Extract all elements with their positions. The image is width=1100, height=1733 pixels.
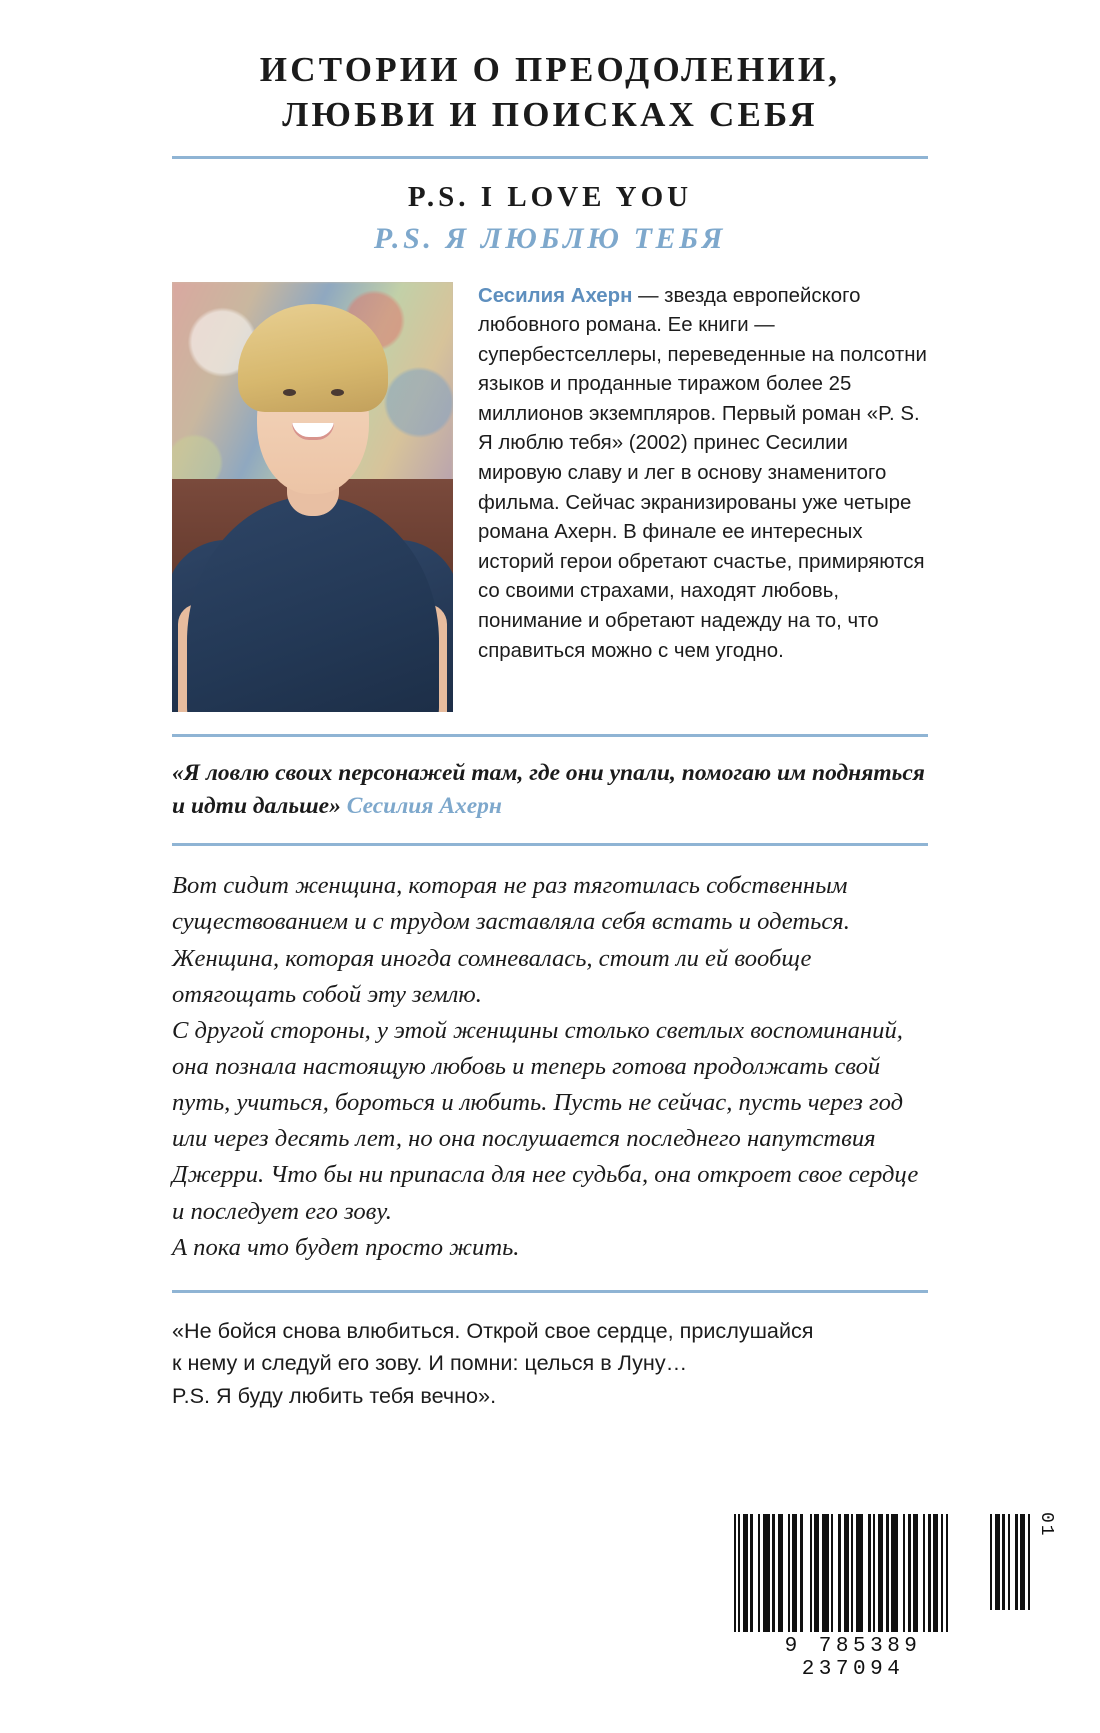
divider-after-excerpt: [172, 1290, 928, 1293]
title-english: P.S. I LOVE YOU: [407, 180, 693, 213]
barcode-addon: [990, 1512, 1056, 1610]
author-bio-text: — звезда европейского любовного романа. Ее книги — супербестселлеры, переведенные на полсотни языков и проданные тиражом более 25 миллионов экземпляров. Первый роман «P. S. Я люблю тебя» (2002) принес Сесилии мировую славу и лег в основу знаменитого фильма. Сейчас экранизированы уже четыре романа Ахерн. В финале ее интересных историй герои обретают счастье, примиряются со своими страхами, находят любовь, понимание и обретают надежду на то, что справиться можно с чем угодно.: [478, 284, 927, 662]
author-photo: [172, 282, 453, 712]
barcode-bars: [734, 1514, 972, 1632]
page-title: [0, 48, 1100, 138]
quote-attribution: Сесилия Ахерн: [346, 792, 502, 819]
author-bio: [453, 282, 928, 667]
closing-line: P.S. Я буду любить тебя вечно».: [172, 1382, 497, 1408]
closing-quote: [172, 1315, 928, 1412]
barcode-digits: 9 785389 237094: [784, 1635, 922, 1681]
author-quote: [172, 757, 928, 824]
barcode-addon-digits: 01: [1036, 1512, 1056, 1538]
barcode-area: [734, 1512, 1056, 1681]
author-section: [172, 282, 928, 712]
title-russian: P.S. Я ЛЮБЛЮ ТЕБЯ: [373, 221, 727, 255]
excerpt-paragraph: С другой стороны, у этой женщины столько светлых воспоминаний, она познала настоящую любовь и теперь готова продолжать свой путь, учиться, бороться и любить. Пусть не сейчас, пусть через год или через десять лет, но она послушается последнего напутствия Джерри. Что бы ни припасла для нее судьба, она откроет свое сердце и последует его зову.: [172, 1016, 919, 1225]
headline-line-1: ИСТОРИИ О ПРЕОДОЛЕНИИ,: [259, 50, 841, 89]
book-excerpt: [172, 868, 928, 1266]
quote-text: «Я ловлю своих персонажей там, где они упали, помогаю им подняться и идти дальше»: [172, 759, 925, 819]
barcode-addon-bars: [990, 1514, 1030, 1610]
photo-eye-left: [283, 389, 296, 396]
divider-after-quote: [172, 843, 928, 846]
excerpt-paragraph: А пока что будет просто жить.: [172, 1233, 520, 1261]
closing-line: «Не бойся снова влюбиться. Открой свое сердце, прислушайся: [172, 1317, 814, 1343]
photo-eye-right: [331, 389, 344, 396]
author-name: Сесилия Ахерн: [478, 284, 633, 307]
headline-line-2: ЛЮБВИ И ПОИСКАХ СЕБЯ: [282, 94, 818, 134]
excerpt-paragraph: Вот сидит женщина, которая не раз тяготилась собственным существованием и с трудом заставляла себя встать и одеться. Женщина, которая иногда сомневалась, стоит ли ей вообще отягощать собой эту землю.: [172, 872, 850, 1008]
divider-top: [172, 156, 928, 159]
closing-line: к нему и следуй его зову. И помни: целься в Луну…: [172, 1350, 688, 1376]
barcode-ean13: [734, 1514, 972, 1681]
divider-after-author: [172, 734, 928, 737]
book-back-cover: [0, 48, 1100, 1733]
